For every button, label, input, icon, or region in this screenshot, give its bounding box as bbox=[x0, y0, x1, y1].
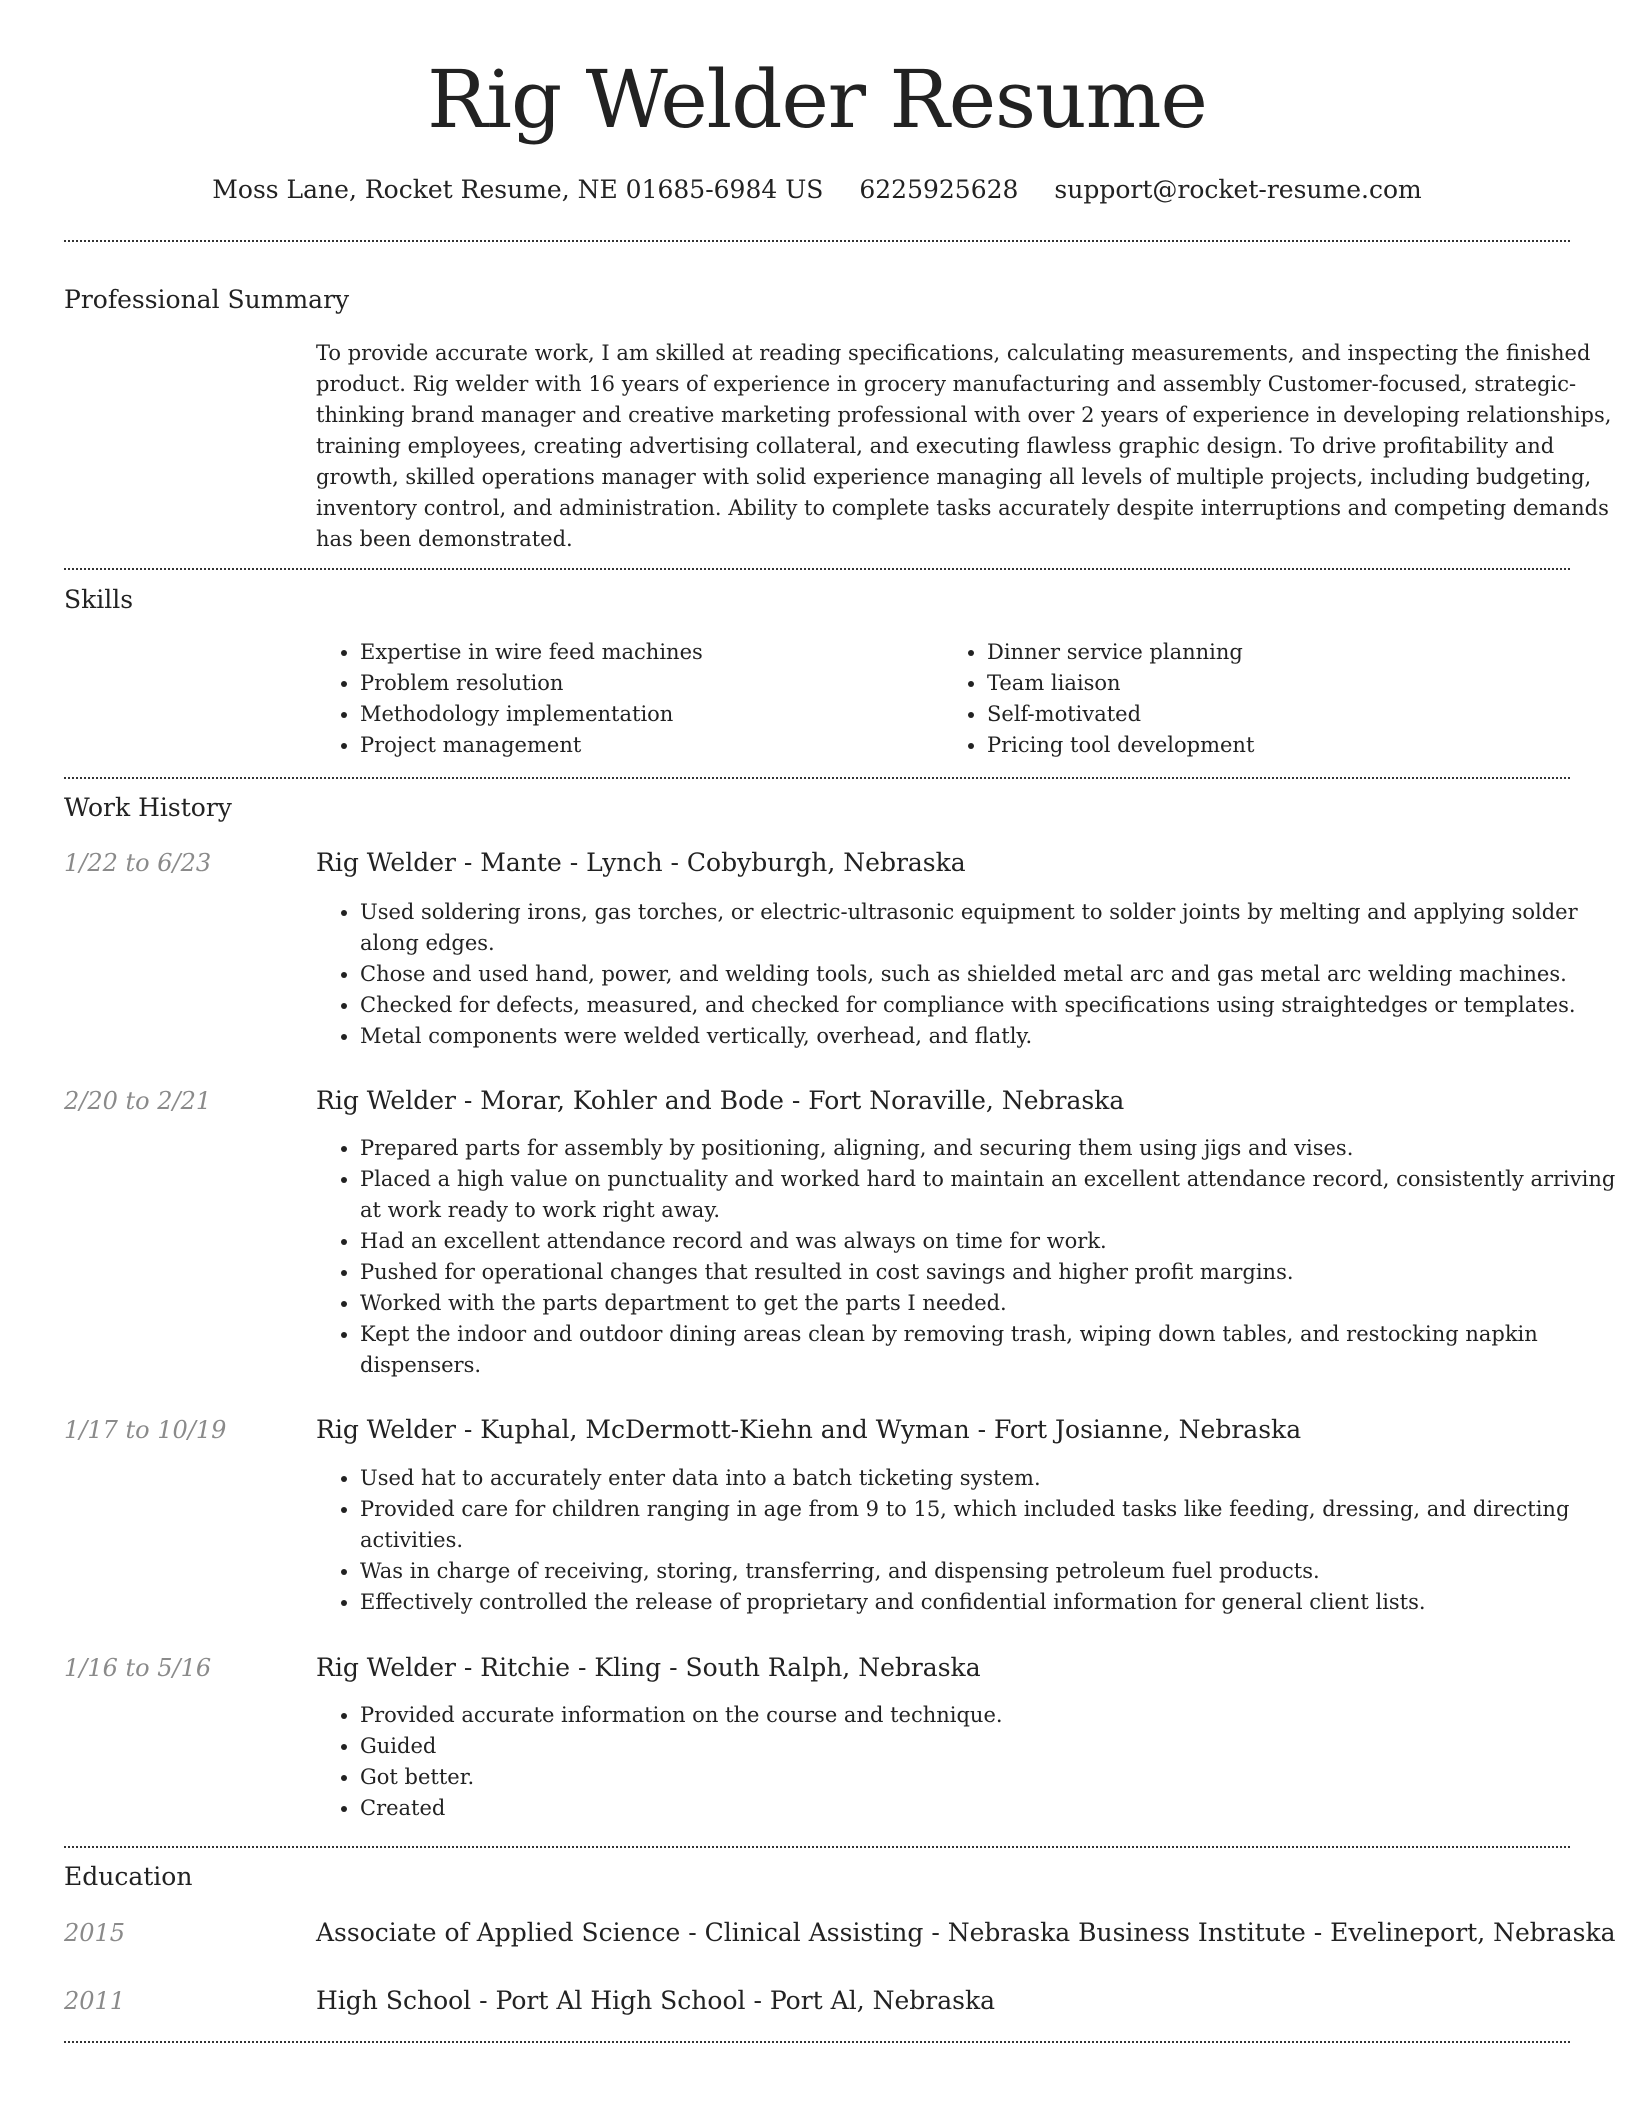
job-duties bbox=[316, 1463, 1622, 1618]
contact-line bbox=[64, 170, 1570, 210]
job-duty: • Prepared parts for assembly by positioning, aligning, and securing them using jigs and vises. bbox=[360, 1133, 1622, 1164]
job-duty: • Kept the indoor and outdoor dining areas clean by removing trash, wiping down tables, and restocking napkin dispensers. bbox=[360, 1319, 1622, 1381]
skill-item: • Pricing tool development bbox=[987, 730, 1570, 761]
skill-item: • Expertise in wire feed machines bbox=[360, 637, 943, 668]
job-duty: • Worked with the parts department to get the parts I needed. bbox=[360, 1288, 1622, 1319]
job-date: 1/17 to 10/19 bbox=[64, 1416, 227, 1444]
skill-item: • Project management bbox=[360, 730, 943, 761]
skill-item: • Team liaison bbox=[987, 668, 1570, 699]
contact-email: support@rocket-resume.com bbox=[1054, 175, 1422, 204]
education-heading: Education bbox=[64, 1862, 193, 1891]
job-duty: • Placed a high value on punctuality and worked hard to maintain an excellent attendance record, consistently arriving at work ready to work right away. bbox=[360, 1164, 1622, 1226]
contact-address: Moss Lane, Rocket Resume, NE 01685-6984 US bbox=[212, 175, 824, 204]
contact-phone: 6225925628 bbox=[859, 175, 1019, 204]
section-divider bbox=[64, 777, 1570, 779]
summary-text: To provide accurate work, I am skilled at reading specifications, calculating measurements, and inspecting the finished product. Rig welder with 16 years of experience in grocery manufacturing and assembly Customer-focused, strategic-thinking brand manager and creative marketing professional with over 2 years of experience in developing relationships, training employees, creating advertising collateral, and executing flawless graphic design. To drive profitability and growth, skilled operations manager with solid experience managing all levels of multiple projects, including budgeting, inventory control, and administration. Ability to complete tasks accurately despite interruptions and competing demands has been demonstrated. bbox=[316, 341, 1612, 551]
job-duty: • Guided bbox=[360, 1731, 1622, 1762]
job-duty: • Provided care for children ranging in age from 9 to 15, which included tasks like feeding, dressing, and directing activities. bbox=[360, 1494, 1622, 1556]
skills-column-2 bbox=[943, 637, 1570, 761]
skill-item: • Dinner service planning bbox=[987, 637, 1570, 668]
education-entry bbox=[316, 1984, 995, 2018]
skill-item: • Self-motivated bbox=[987, 699, 1570, 730]
job-duty: • Had an excellent attendance record and was always on time for work. bbox=[360, 1226, 1622, 1257]
job-title: Rig Welder - Kuphal, McDermott-Kiehn and Wyman - Fort Josianne, Nebraska bbox=[316, 1415, 1302, 1444]
job-duty: • Used hat to accurately enter data into a batch ticketing system. bbox=[360, 1463, 1622, 1494]
skills-list bbox=[316, 637, 1570, 761]
summary-heading: Professional Summary bbox=[64, 285, 350, 314]
job-title: Rig Welder - Morar, Kohler and Bode - Fort Noraville, Nebraska bbox=[316, 1086, 1125, 1115]
job-duties bbox=[316, 897, 1622, 1052]
education-entry bbox=[316, 1916, 1616, 1950]
job-date: 1/16 to 5/16 bbox=[64, 1654, 212, 1682]
education-school: - Port Al High School - Port Al, Nebraska bbox=[471, 1986, 996, 2015]
section-divider bbox=[64, 2041, 1570, 2043]
job-duty: • Metal components were welded vertically, overhead, and flatly. bbox=[360, 1021, 1622, 1052]
education-school: - Nebraska Business Institute - Evelineport, Nebraska bbox=[923, 1918, 1616, 1947]
job-title: Rig Welder - Mante - Lynch - Cobyburgh, Nebraska bbox=[316, 848, 966, 877]
job-duties bbox=[316, 1133, 1622, 1381]
skill-item: • Methodology implementation bbox=[360, 699, 943, 730]
job-duty: • Created bbox=[360, 1793, 1622, 1824]
job-duty: • Provided accurate information on the course and technique. bbox=[360, 1700, 1622, 1731]
job-duties bbox=[316, 1700, 1622, 1824]
education-date: 2011 bbox=[64, 1987, 126, 2015]
section-divider bbox=[64, 240, 1570, 242]
job-title: Rig Welder - Ritchie - Kling - South Ralph, Nebraska bbox=[316, 1653, 981, 1682]
job-duty: • Effectively controlled the release of proprietary and confidential information for general client lists. bbox=[360, 1587, 1622, 1618]
skills-heading: Skills bbox=[64, 585, 134, 614]
job-date: 1/22 to 6/23 bbox=[64, 849, 212, 877]
skills-column-1 bbox=[316, 637, 943, 761]
job-duty: • Checked for defects, measured, and checked for compliance with specifications using straightedges or templates. bbox=[360, 990, 1622, 1021]
job-duty: • Used soldering irons, gas torches, or electric-ultrasonic equipment to solder joints by melting and applying solder along edges. bbox=[360, 897, 1622, 959]
section-divider bbox=[64, 1846, 1570, 1848]
education-date: 2015 bbox=[64, 1919, 126, 1947]
job-date: 2/20 to 2/21 bbox=[64, 1087, 212, 1115]
section-divider bbox=[64, 568, 1570, 570]
education-degree: Associate of Applied Science - Clinical Assisting bbox=[316, 1918, 924, 1947]
job-duty: • Was in charge of receiving, storing, transferring, and dispensing petroleum fuel products. bbox=[360, 1556, 1622, 1587]
job-duty: • Got better. bbox=[360, 1762, 1622, 1793]
education-degree: High School bbox=[316, 1986, 472, 2015]
work-history-heading: Work History bbox=[64, 793, 232, 822]
resume-title: Rig Welder Resume bbox=[427, 53, 1207, 146]
job-duty: • Chose and used hand, power, and welding tools, such as shielded metal arc and gas metal arc welding machines. bbox=[360, 959, 1622, 990]
skill-item: • Problem resolution bbox=[360, 668, 943, 699]
job-duty: • Pushed for operational changes that resulted in cost savings and higher profit margins. bbox=[360, 1257, 1622, 1288]
